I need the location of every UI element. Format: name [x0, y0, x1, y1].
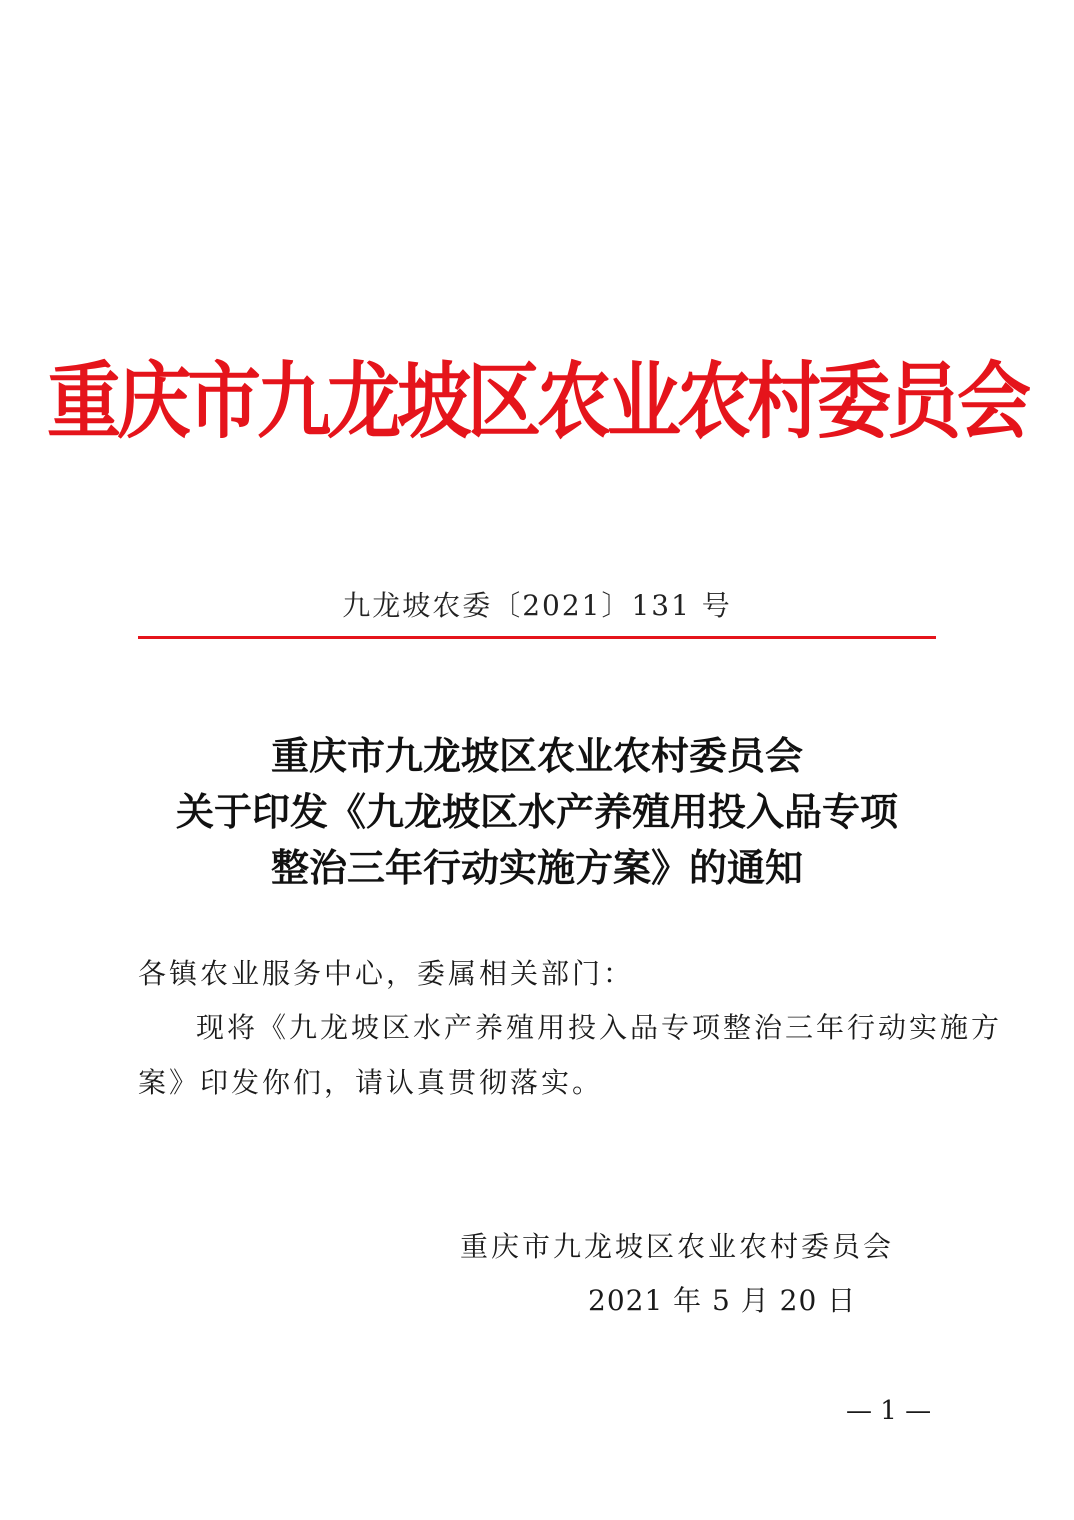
body-paragraph-line-2: 案》印发你们，请认真贯彻落实。 [138, 1066, 604, 1099]
signature-org: 重庆市九龙坡区农业农村委员会 [460, 1230, 895, 1263]
salutation: 各镇农业服务中心，委属相关部门： [138, 957, 635, 990]
document-number: 九龙坡农委〔2021〕131 号 [342, 589, 732, 622]
body-paragraph-line-1: 现将《九龙坡区水产养殖用投入品专项整治三年行动实施方 [196, 1011, 1003, 1044]
red-separator-line [138, 636, 936, 639]
signature-date: 2021 年 5 月 20 日 [588, 1284, 857, 1317]
title-line-3: 整治三年行动实施方案》的通知 [270, 845, 803, 890]
issuing-org-header: 重庆市九龙坡区农业农村委员会 [47, 354, 1027, 451]
page-number: — 1 — [846, 1396, 932, 1426]
title-line-1: 重庆市九龙坡区农业农村委员会 [270, 733, 803, 778]
document-title [0, 728, 1074, 896]
title-line-2: 关于印发《九龙坡区水产养殖用投入品专项 [175, 789, 898, 834]
